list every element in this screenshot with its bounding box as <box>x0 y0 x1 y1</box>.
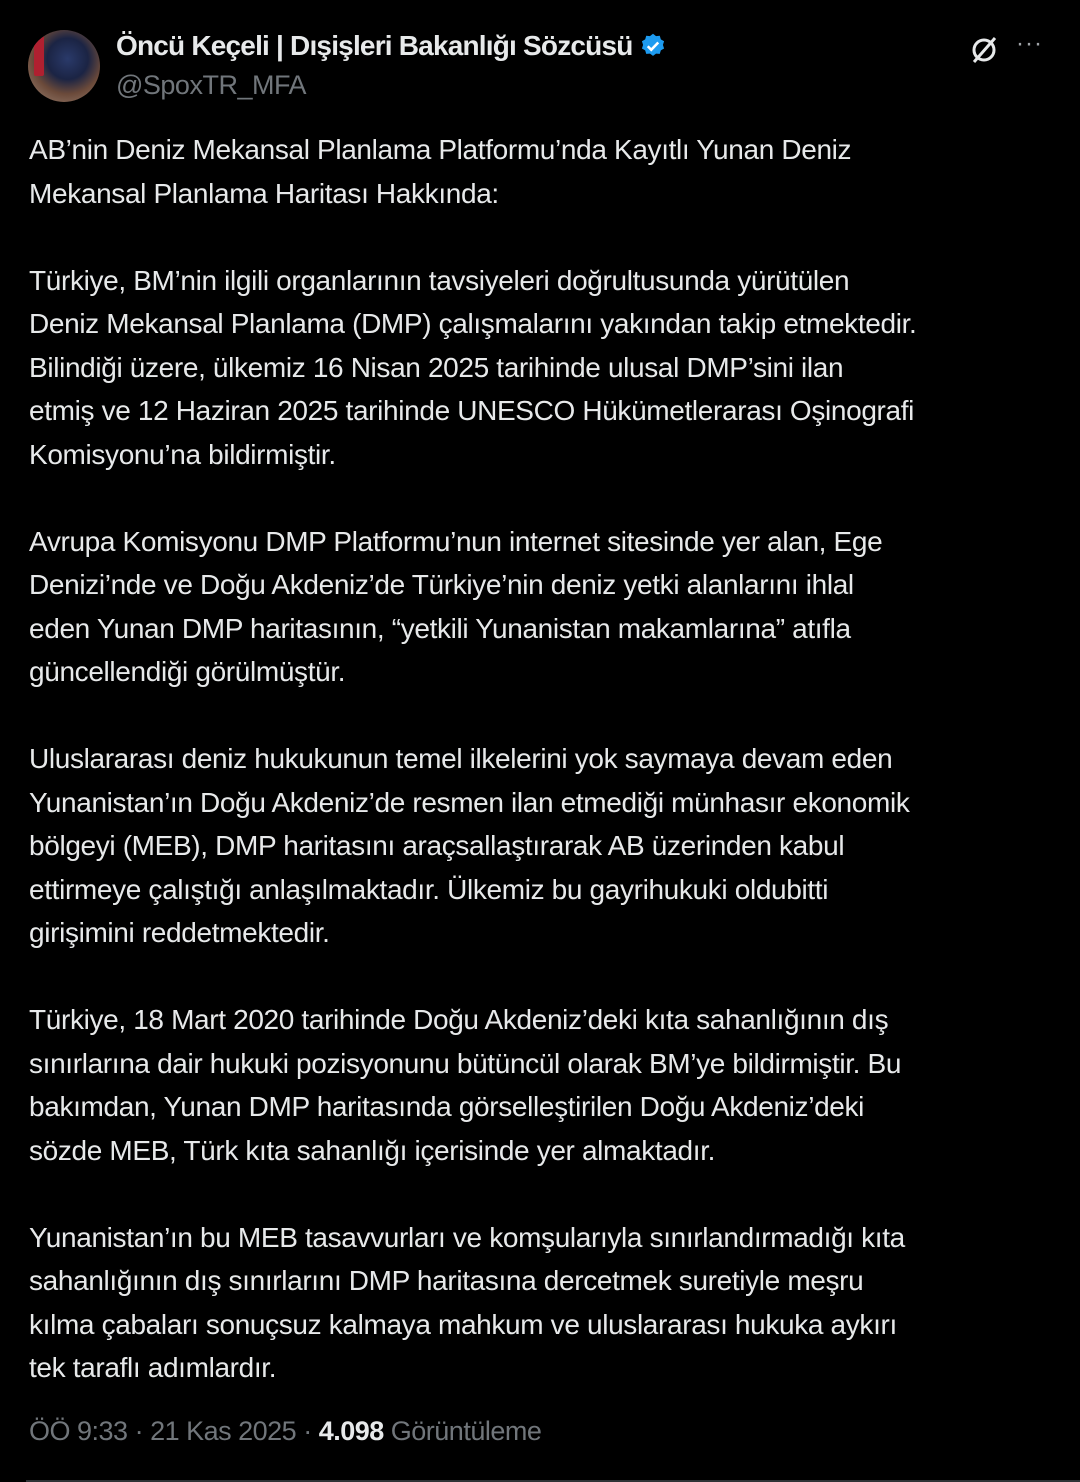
text-line: kılma çabaları sonuçsuz kalmaya mahkum ve uluslararası hukuka aykırı <box>29 1308 897 1340</box>
avatar[interactable] <box>28 30 100 102</box>
text-line: girişimini reddetmektedir. <box>29 917 330 948</box>
text-line: AB’nin Deniz Mekansal Planlama Platformu’nda Kayıtlı Yunan Deniz <box>29 134 852 165</box>
text-line: etmiş ve 12 Haziran 2025 tarihinde UNESCO Hükümetlerarası Oşinografi <box>29 395 915 426</box>
text-line: Mekansal Planlama Haritası Hakkında: <box>29 177 499 209</box>
text-line: Yunanistan’ın bu MEB tasavvurları ve komşularıyla sınırlandırmadığı kıta <box>29 1221 905 1253</box>
paragraph <box>29 128 916 215</box>
text-line: Bilindiği üzere, ülkemiz 16 Nisan 2025 tarihinde ulusal DMP’sini ilan <box>29 351 844 383</box>
text-line: Türkiye, 18 Mart 2020 tarihinde Doğu Akdeniz’deki kıta sahanlığının dış <box>29 1004 889 1035</box>
post-date[interactable]: 21 Kas 2025 <box>150 1416 297 1446</box>
text-line: güncellendiği görülmüştür. <box>29 656 346 687</box>
text-line: tek taraflı adımlardır. <box>29 1352 277 1383</box>
tweet-text <box>29 128 916 1433</box>
view-count: 4.098 <box>318 1416 384 1446</box>
verified-badge-icon <box>639 32 667 60</box>
separator: · <box>127 1416 151 1446</box>
text-line: Avrupa Komisyonu DMP Platformu’nun internet sitesinde yer alan, Ege <box>29 525 883 557</box>
text-line: sınırlarına dair hukuki pozisyonunu bütüncül olarak BM’ye bildirmiştir. Bu <box>29 1047 902 1079</box>
more-button[interactable]: ··· <box>1016 30 1043 57</box>
text-line: eden Yunan DMP haritasının, “yetkili Yunanistan makamlarına” atıfla <box>29 612 851 644</box>
tweet-meta <box>29 1416 541 1447</box>
text-line: sahanlığının dış sınırlarını DMP haritasına dercetmek suretiyle meşru <box>29 1265 864 1296</box>
text-line: ettirmeye çalıştığı anlaşılmaktadır. Ülkemiz bu gayrihukuki oldubitti <box>29 873 829 905</box>
author-handle[interactable]: @SpoxTR_MFA <box>116 70 306 100</box>
text-line: Deniz Mekansal Planlama (DMP) çalışmalarını yakından takip etmektedir. <box>29 308 917 339</box>
paragraph <box>29 1216 916 1390</box>
paragraph <box>29 259 916 477</box>
separator: · <box>296 1416 319 1446</box>
author-name[interactable] <box>116 30 667 62</box>
text-line: bakımdan, Yunan DMP haritasında görselleştirilen Doğu Akdeniz’deki <box>29 1091 865 1122</box>
text-line: bölgeyi (MEB), DMP haritasını araçsallaştırarak AB üzerinden kabul <box>29 830 845 861</box>
text-line: Komisyonu’na bildirmiştir. <box>29 438 336 470</box>
text-line: Uluslararası deniz hukukunun temel ilkelerini yok saymaya devam eden <box>29 743 893 774</box>
grok-icon[interactable] <box>968 34 1000 66</box>
text-line: sözde MEB, Türk kıta sahanlığı içerisinde yer almaktadır. <box>29 1134 716 1166</box>
text-line: Yunanistan’ın Doğu Akdeniz’de resmen ilan etmediği münhasır ekonomik <box>29 786 910 818</box>
text-line: Denizi’nde ve Doğu Akdeniz’de Türkiye’nin deniz yetki alanlarını ihlal <box>29 569 854 600</box>
paragraph <box>29 737 916 955</box>
paragraph <box>29 520 916 694</box>
paragraph <box>29 998 916 1172</box>
text-line: Türkiye, BM’nin ilgili organlarının tavsiyeleri doğrultusunda yürütülen <box>29 264 850 296</box>
views-label: Görüntüleme <box>390 1416 542 1446</box>
post-time[interactable]: ÖÖ 9:33 <box>29 1416 128 1446</box>
author-name-text: Öncü Keçeli | Dışişleri Bakanlığı Sözcüsü <box>116 30 633 61</box>
